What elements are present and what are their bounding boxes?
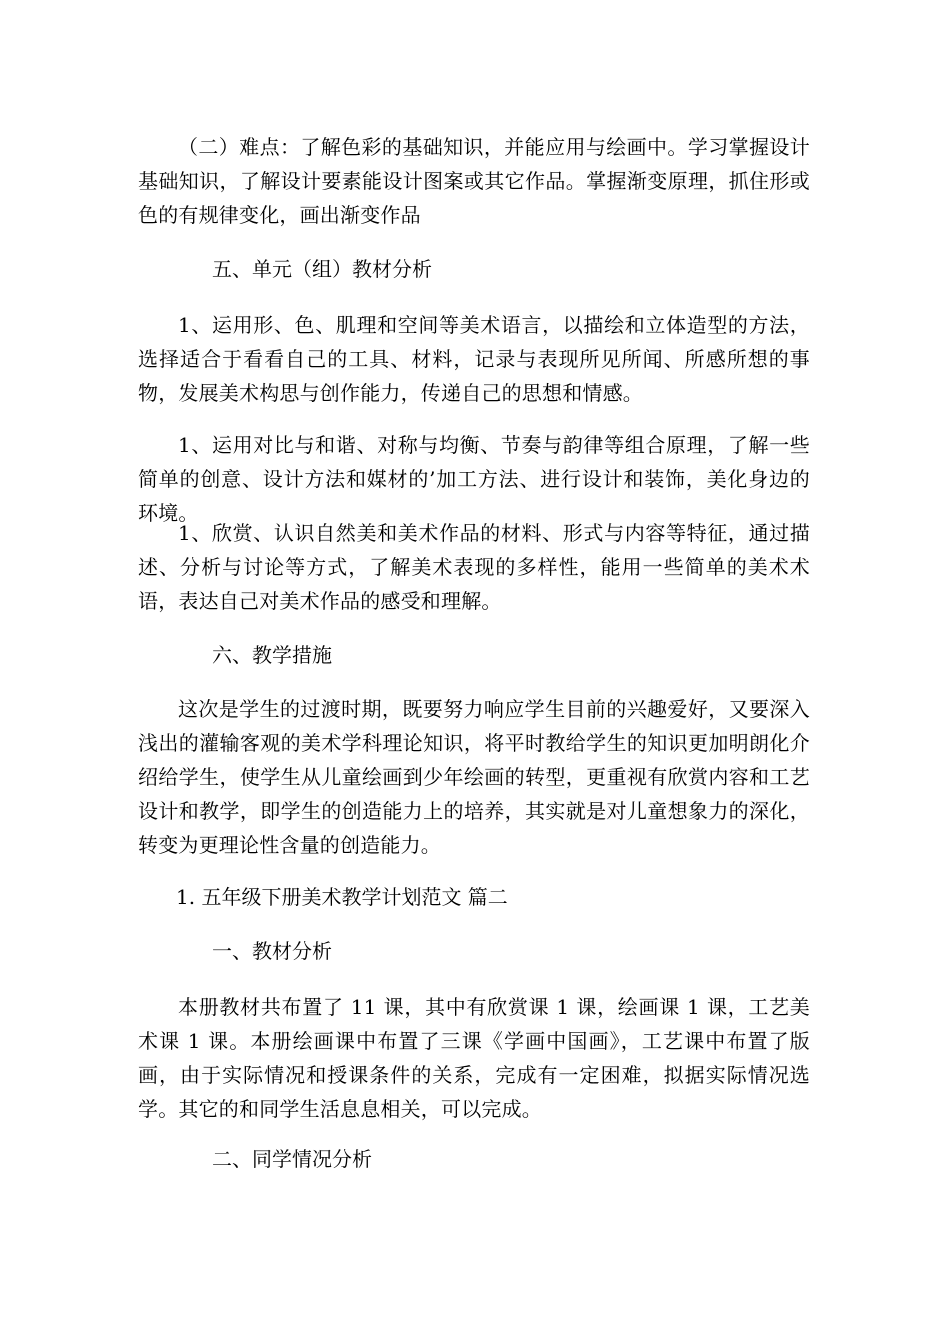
section5-heading: 五、单元（组）教材分析 <box>212 257 432 281</box>
section5-item-3: 1、欣赏、认识自然美和美术作品的材料、形式与内容等特征，通过描述、分析与讨论等方式，了解美术表现的多样性，能用一些简单的美术术语，表达自己对美术作品的感受和理解。 <box>138 521 810 613</box>
part2-section2-heading: 二、同学情况分析 <box>212 1147 372 1171</box>
difficulty-paragraph: （二）难点：了解色彩的基础知识，并能应用与绘画中。学习掌握设计基础知识，了解设计要素能设计图案或其它作品。掌握渐变原理，抓住形或色的有规律变化，画出渐变作品 <box>138 135 810 227</box>
section5-item-1: 1、运用形、色、肌理和空间等美术语言，以描绘和立体造型的方法，选择适合于看看自己的工具、材料，记录与表现所见所闻、所感所想的事物，发展美术构思与创作能力，传递自己的思想和情感。 <box>138 313 810 405</box>
section5-item-2: 1、运用对比与和谐、对称与均衡、节奏与韵律等组合原理，了解一些简单的创意、设计方法和媒材的’加工方法、进行设计和装饰，美化身边的环境。 <box>138 433 810 525</box>
section6-paragraph: 这次是学生的过渡时期，既要努力响应学生目前的兴趣爱好，又要深入浅出的灌输客观的美术学科理论知识，将平时教给学生的知识更加明朗化介绍给学生，使学生从儿童绘画到少年绘画的转型，更重视有欣赏内容和工艺设计和教学，即学生的创造能力上的培养，其实就是对儿童想象力的深化，转变为更理论性含量的创造能力。 <box>138 697 810 857</box>
section6-heading: 六、教学措施 <box>212 643 332 667</box>
part2-section1-paragraph: 本册教材共布置了 11 课，其中有欣赏课 1 课，绘画课 1 课，工艺美术课 1 课。本册绘画课中布置了三课《学画中国画》，工艺课中布置了版画，由于实际情况和授课条件的关系，完成有一定困难，拟据实际情况选学。其它的和同学生活息息相关，可以完成。 <box>138 995 810 1121</box>
part2-title: 1. 五年级下册美术教学计划范文 篇二 <box>176 885 508 909</box>
part2-section1-heading: 一、教材分析 <box>212 939 332 963</box>
